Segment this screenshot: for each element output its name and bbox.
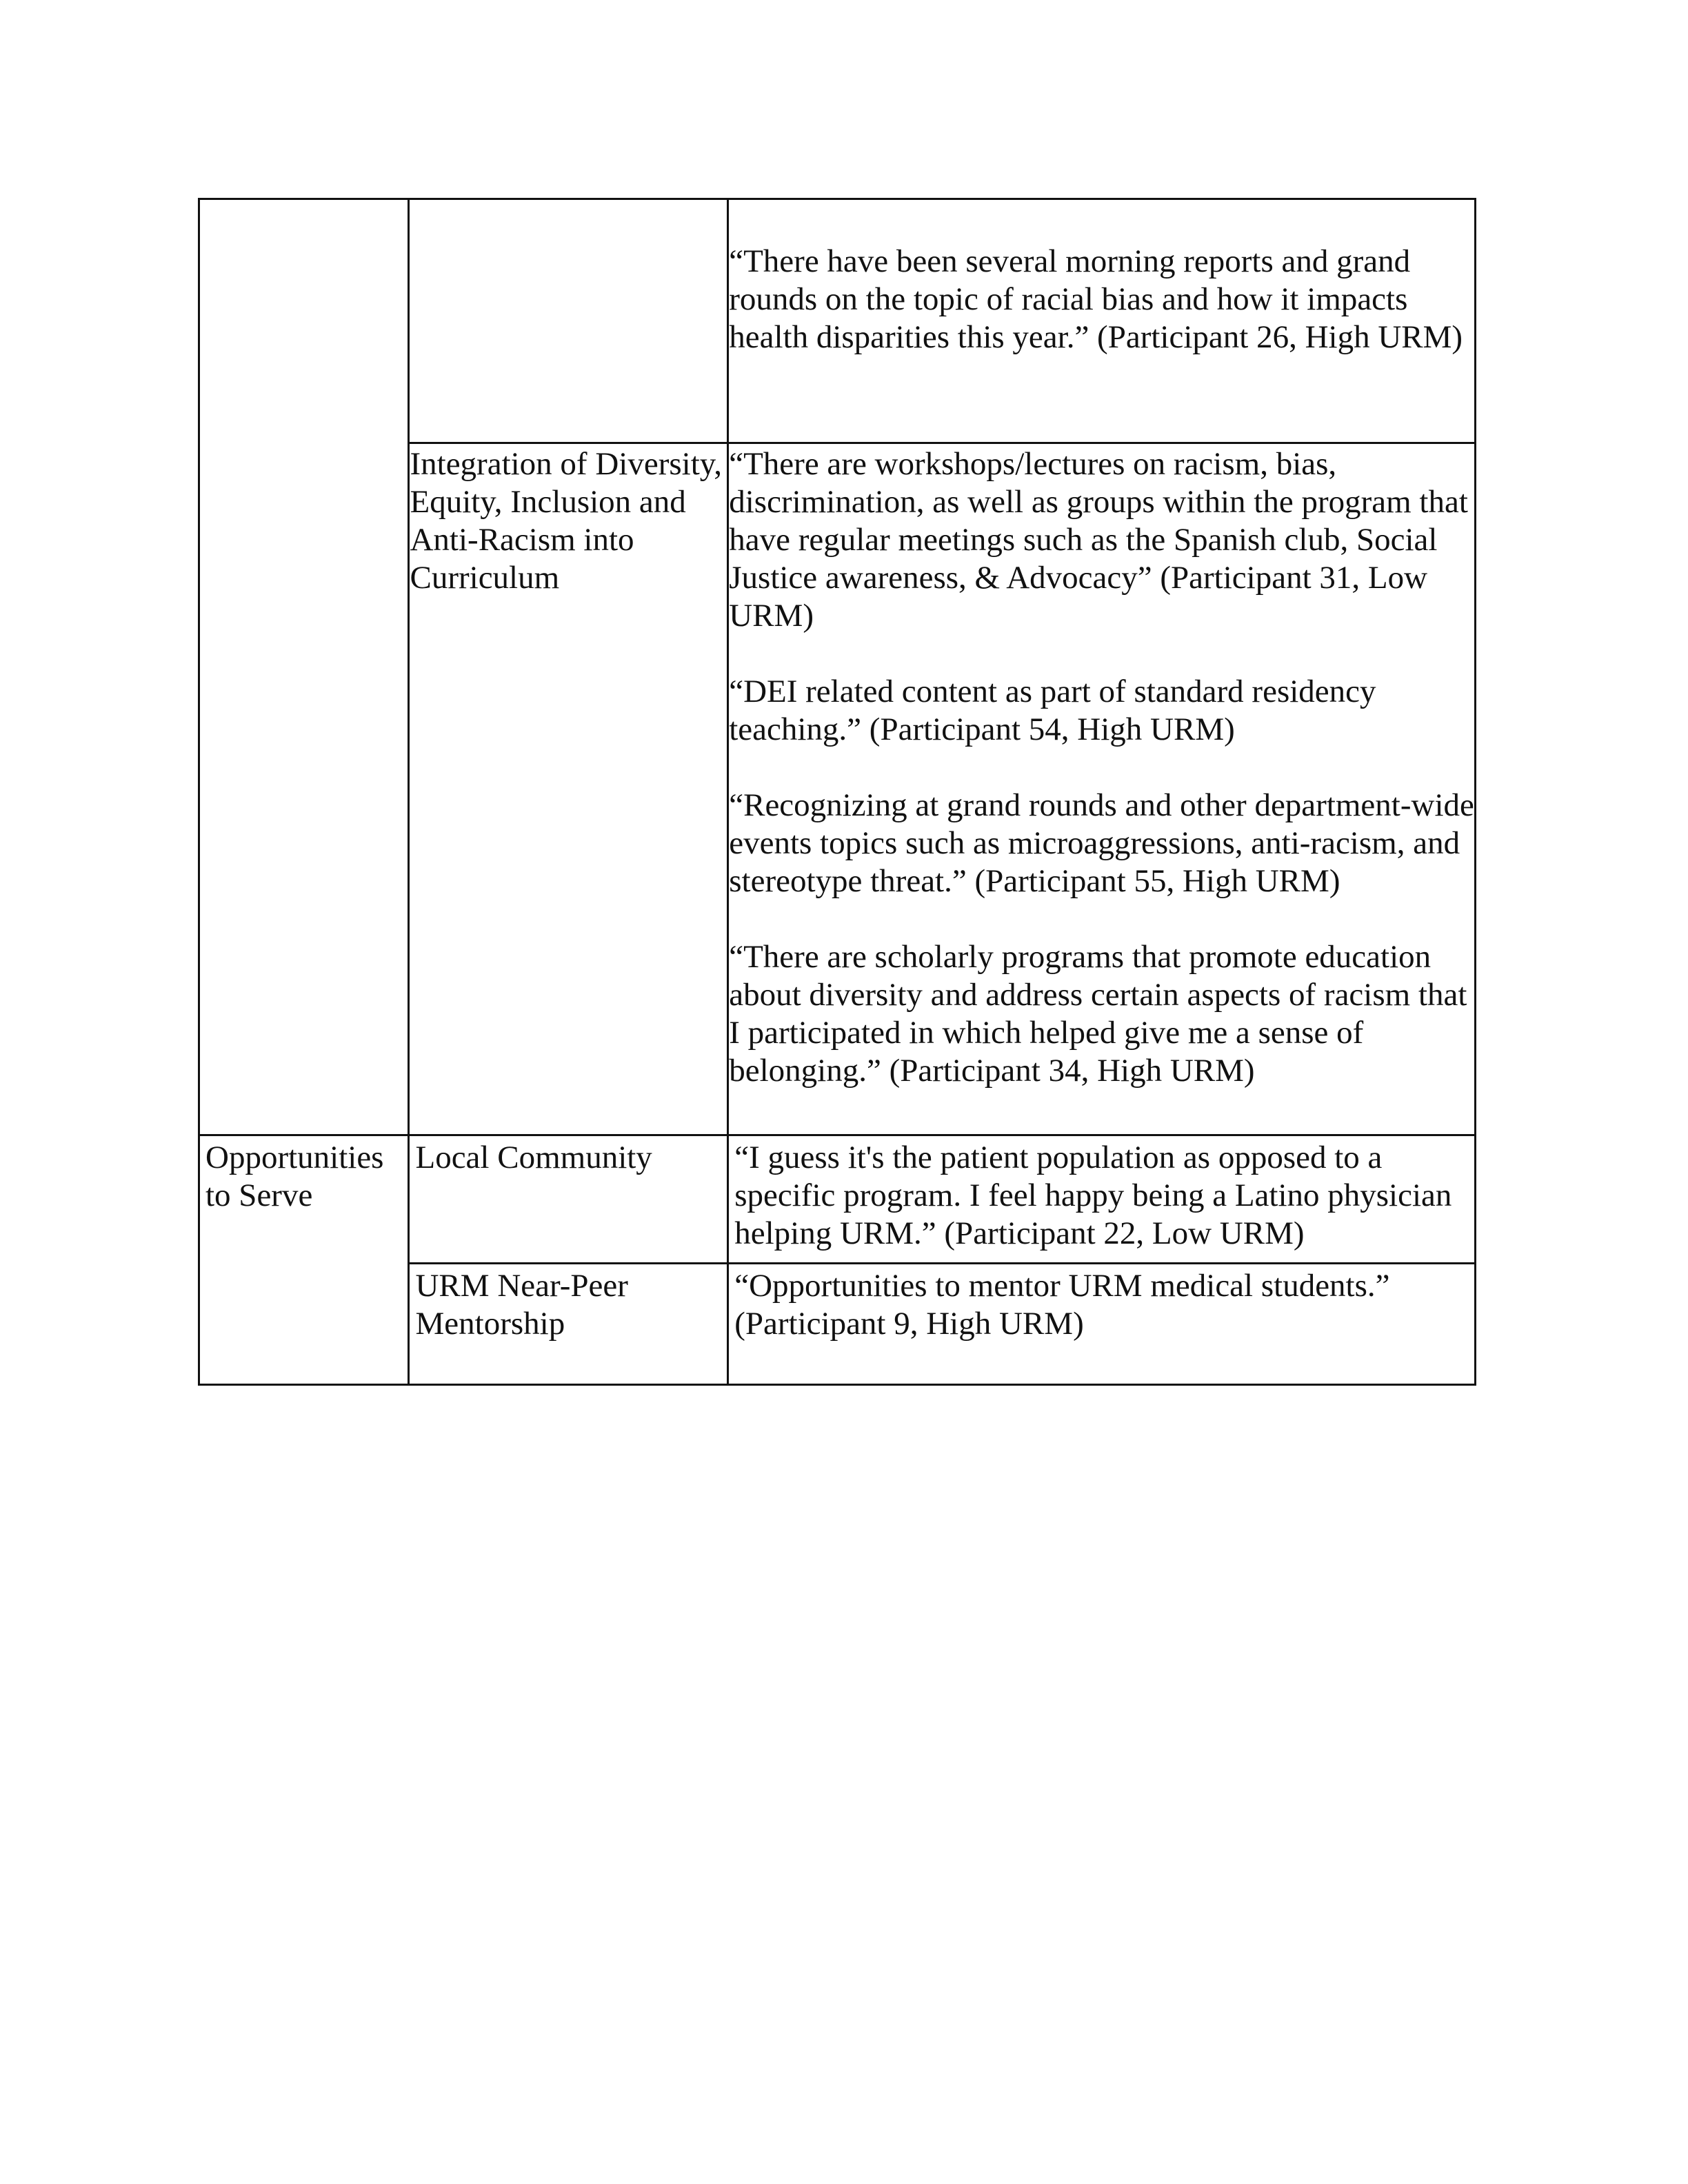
participant-quote: “I guess it's the patient population as opposed to a specific program. I feel happy being a Latino physician helping URM.” (Participant 22, Low URM) (734, 1140, 1452, 1251)
quotes-cell (728, 1135, 1476, 1264)
theme-cell (199, 1135, 409, 1385)
participant-quote: “There have been several morning reports and grand rounds on the topic of racial bias and how it impacts health disparities this year.” (Participant 26, High URM) (729, 243, 1463, 355)
participant-quote: “Recognizing at grand rounds and other department-wide events topics such as microaggressions, anti-racism, and stereotype threat.” (Participant 55, High URM) (729, 787, 1474, 899)
subtheme-label: Integration of Diversity, Equity, Inclusion and Anti-Racism into Curriculum (410, 446, 722, 596)
subtheme-label: Local Community (415, 1140, 652, 1175)
qualitative-themes-table (198, 198, 1476, 1386)
quotes-cell (728, 443, 1476, 1135)
subtheme-cell (409, 1135, 728, 1264)
subtheme-label: URM Near-Peer Mentorship (415, 1268, 628, 1342)
participant-quote: “Opportunities to mentor URM medical students.” (Participant 9, High URM) (734, 1268, 1390, 1342)
table-row (199, 1135, 1476, 1264)
quotes-cell (728, 1264, 1476, 1385)
subtheme-cell (409, 1264, 728, 1385)
participant-quote: “DEI related content as part of standard residency teaching.” (Participant 54, High URM) (729, 674, 1376, 747)
theme-label: Opportunities to Serve (205, 1140, 384, 1213)
subtheme-cell (409, 199, 728, 443)
subtheme-cell (409, 443, 728, 1135)
quotes-cell (728, 199, 1476, 443)
participant-quote: “There are scholarly programs that promote education about diversity and address certain aspects of racism that I participated in which helped give me a sense of belonging.” (Participant 34, High URM) (729, 939, 1467, 1089)
participant-quote: “There are workshops/lectures on racism, bias, discrimination, as well as groups within the program that have regular meetings such as the Spanish club, Social Justice awareness, & Advocacy” (Participant 31, Low URM) (729, 446, 1468, 634)
theme-cell (199, 199, 409, 1135)
table-row (199, 199, 1476, 443)
